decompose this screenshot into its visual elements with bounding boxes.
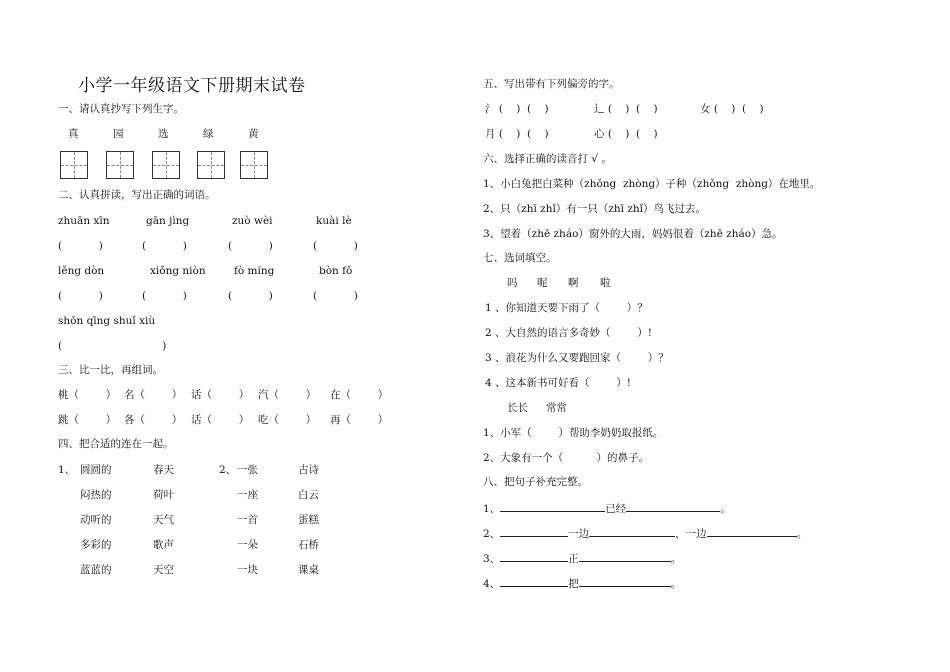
word-choice: 啊 xyxy=(568,277,579,289)
group-number: 1、 xyxy=(58,464,76,476)
fill-item[interactable]: 2 、大自然的语言多奇妙（ ）! xyxy=(485,327,652,339)
pinyin: gān jìng xyxy=(146,215,190,227)
writing-grid-3[interactable] xyxy=(152,151,180,179)
match-word[interactable]: 石桥 xyxy=(298,539,319,551)
sentence-word: 把 xyxy=(568,578,579,590)
compare-item[interactable]: 再（ ） xyxy=(330,414,389,426)
char-4: 绿 xyxy=(203,128,214,140)
match-word[interactable]: 歌声 xyxy=(153,539,174,551)
blank-line[interactable] xyxy=(589,525,675,537)
sentence-end: 。 xyxy=(670,578,682,590)
match-word[interactable]: 一张 xyxy=(237,464,258,476)
match-word[interactable]: 白云 xyxy=(298,489,319,501)
section-6-heading: 六、选择正确的读音打 √ 。 xyxy=(483,153,612,165)
compare-item[interactable]: 在（ ） xyxy=(330,389,389,401)
char-3: 选 xyxy=(158,128,169,140)
match-word[interactable]: 天空 xyxy=(153,564,174,576)
writing-grid-5[interactable] xyxy=(240,151,268,179)
pinyin: zuò wèi xyxy=(232,215,273,227)
match-word[interactable]: 动听的 xyxy=(80,514,112,526)
sentence-word: 正 xyxy=(568,553,579,565)
fill-item[interactable]: 3 、浪花为什么又要跑回家（ ）？ xyxy=(485,352,669,364)
sentence-word: 一边 xyxy=(568,528,590,540)
section-1-heading: 一、请认真抄写下列生字。 xyxy=(58,103,184,115)
match-word[interactable]: 古诗 xyxy=(298,464,319,476)
match-word[interactable]: 春天 xyxy=(153,464,174,476)
sentence-item-4[interactable] xyxy=(483,575,681,591)
pinyin: fò míng xyxy=(234,265,275,277)
writing-grid-2[interactable] xyxy=(106,151,134,179)
match-word[interactable]: 蛋糕 xyxy=(298,514,319,526)
match-word[interactable]: 一座 xyxy=(237,489,258,501)
match-word[interactable]: 多彩的 xyxy=(80,539,112,551)
fill-item[interactable]: 1、小军（ ）帮助李奶奶取报纸。 xyxy=(483,427,664,439)
compare-item[interactable]: 吃（ ） xyxy=(258,414,317,426)
blank-line[interactable] xyxy=(626,500,720,512)
match-word[interactable]: 闷热的 xyxy=(80,489,112,501)
fill-item[interactable]: 1 、你知道天要下雨了（ ）？ xyxy=(485,302,648,314)
compare-item[interactable]: 名（ ） xyxy=(124,389,183,401)
radical-item[interactable]: 女 ( ) ( ) xyxy=(700,103,764,115)
radical-item[interactable]: 辶 ( ) ( ) xyxy=(594,103,658,115)
char-2: 园 xyxy=(113,128,124,140)
section-5-heading: 五、写出带有下列偏旁的字。 xyxy=(483,78,620,90)
sentence-end: 。 xyxy=(670,553,682,565)
section-2-heading: 二、认真拼读，写出正确的词语。 xyxy=(58,189,216,201)
answer-blank[interactable]: ( ) xyxy=(142,240,187,252)
match-word[interactable]: 荷叶 xyxy=(153,489,174,501)
pinyin: lěng dòn xyxy=(58,265,105,277)
fill-item[interactable]: 2、大象有一个（ ）的鼻子。 xyxy=(483,452,650,464)
compare-item[interactable]: 汽（ ） xyxy=(258,389,317,401)
char-5: 黄 xyxy=(248,128,259,140)
section-7-heading: 七、选词填空。 xyxy=(483,252,557,264)
radical-item[interactable]: 心 ( ) ( ) xyxy=(594,128,658,140)
answer-blank[interactable]: ( ) xyxy=(142,290,187,302)
compare-item[interactable]: 话（ ） xyxy=(191,414,250,426)
match-word[interactable]: 圆圆的 xyxy=(80,464,112,476)
match-word[interactable]: 课桌 xyxy=(298,564,319,576)
word-choice: 长长 xyxy=(507,402,528,414)
section-4-heading: 四、把合适的连在一起。 xyxy=(58,438,174,450)
match-word[interactable]: 一首 xyxy=(237,514,258,526)
match-word[interactable]: 蓝蓝的 xyxy=(80,564,112,576)
word-choice: 啦 xyxy=(600,277,611,289)
blank-line[interactable] xyxy=(579,550,671,562)
compare-item[interactable]: 桃（ ） xyxy=(58,389,117,401)
blank-line[interactable] xyxy=(500,575,568,587)
pinyin: shōn qīng shuǐ xiù xyxy=(58,315,156,327)
blank-line[interactable] xyxy=(500,525,568,537)
pronunciation-item[interactable]: 3、望着（zhē zháo）窗外的大雨，妈妈很着（zhē zháo）急。 xyxy=(483,228,783,240)
blank-line[interactable] xyxy=(500,550,568,562)
sentence-end: 。 xyxy=(720,503,731,515)
writing-grid-1[interactable] xyxy=(60,151,88,179)
blank-line[interactable] xyxy=(707,525,797,537)
group-number: 2、 xyxy=(219,464,237,476)
radical-item[interactable]: 氵 ( ) ( ) xyxy=(485,103,549,115)
match-word[interactable]: 一块 xyxy=(237,564,258,576)
match-word[interactable]: 一朵 xyxy=(237,539,258,551)
writing-grid-4[interactable] xyxy=(197,151,225,179)
char-1: 真 xyxy=(68,128,79,140)
sentence-item-3[interactable] xyxy=(483,550,681,566)
word-choice: 常常 xyxy=(546,402,567,414)
answer-blank[interactable]: ( ) xyxy=(228,240,273,252)
compare-item[interactable]: 跳（ ） xyxy=(58,414,117,426)
answer-blank[interactable]: ( ) xyxy=(313,240,358,252)
word-choice: 吗 xyxy=(507,277,518,289)
sentence-word: ，一边 xyxy=(675,528,707,540)
item-number: 4、 xyxy=(483,578,501,590)
fill-item[interactable]: 4 、这本新书可好看（ ）! xyxy=(485,377,631,389)
match-word[interactable]: 天气 xyxy=(153,514,174,526)
page-title: 小学一年级语文下册期末试卷 xyxy=(78,76,306,96)
answer-blank[interactable]: ( ) xyxy=(228,290,273,302)
answer-blank[interactable]: ( ) xyxy=(58,290,103,302)
sentence-item-1[interactable] xyxy=(483,500,731,516)
compare-item[interactable]: 各（ ） xyxy=(124,414,183,426)
radical-item[interactable]: 月 ( ) ( ) xyxy=(485,128,549,140)
answer-blank[interactable]: ( ) xyxy=(313,290,358,302)
pinyin: bòn fǒ xyxy=(319,265,353,277)
pinyin: kuài lè xyxy=(316,215,352,227)
item-number: 2、 xyxy=(483,528,501,540)
item-number: 1、 xyxy=(483,503,501,515)
pinyin: xiǒng niòn xyxy=(150,265,206,277)
answer-blank[interactable]: ( ) xyxy=(58,240,103,252)
blank-line[interactable] xyxy=(579,575,671,587)
pinyin: zhuān xīn xyxy=(58,215,110,227)
section-3-heading: 三、比一比，再组词。 xyxy=(58,364,163,376)
compare-item[interactable]: 话（ ） xyxy=(191,389,250,401)
sentence-item-2[interactable] xyxy=(483,525,807,541)
sentence-end: 。 xyxy=(796,528,808,540)
item-number: 3、 xyxy=(483,553,501,565)
pronunciation-item[interactable]: 1、小白兔把白菜种（zhǒng zhòng）子种（zhǒng zhòng）在地里。 xyxy=(483,178,821,190)
sentence-word: 已经 xyxy=(605,503,627,515)
pronunciation-item[interactable]: 2、只（zhī zhǐ）有一只（zhī zhǐ）鸟飞过去。 xyxy=(483,203,706,215)
word-choice: 呢 xyxy=(537,277,548,289)
answer-blank[interactable]: ( ) xyxy=(58,340,167,352)
blank-line[interactable] xyxy=(500,500,605,512)
section-8-heading: 八、把句子补充完整。 xyxy=(483,476,588,488)
